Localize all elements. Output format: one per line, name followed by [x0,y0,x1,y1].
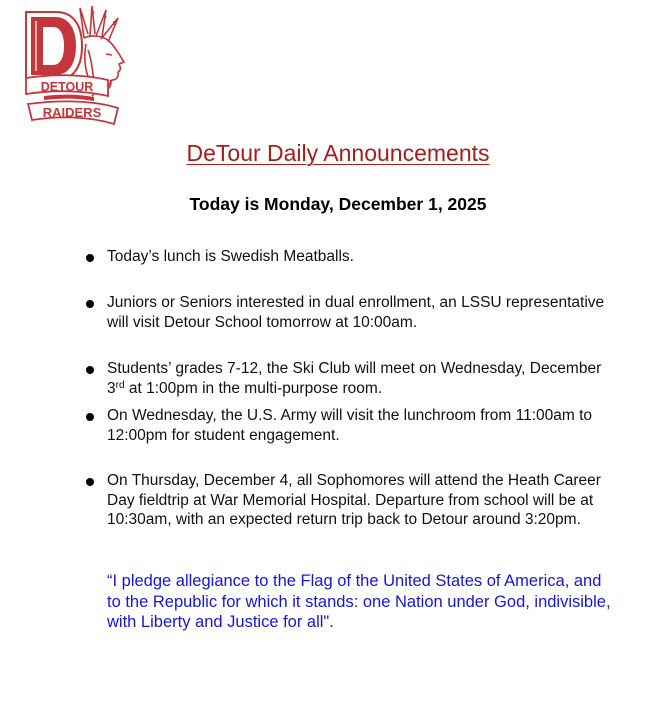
bullet-icon [86,366,94,374]
detour-raiders-logo [22,4,130,126]
banner-raiders [28,101,118,124]
pledge-of-allegiance: “I pledge allegiance to the Flag of the United States of America, and to the Republic for which it stands: one Nation under God, indivisible, with Liberty and Justice for all". [107,572,611,631]
bullet-icon [86,300,94,308]
logo-text-raiders: RAIDERS [42,105,102,120]
ordinal-superscript: rd [115,379,125,391]
logo-text-detour: DETOUR [40,80,94,94]
announcement-career-day [107,471,607,530]
banner-detour [26,75,108,96]
letter-d-mark [26,12,82,80]
announcement-lunch [107,247,607,267]
announcement-text: Today’s lunch is Swedish Meatballs. [107,248,354,265]
announcement-text: On Thursday, December 4, all Sophomores will attend the Heath Career Day fieldtrip at War Memorial Hospital. Departure from school will be at 10:30am, with an expected return trip back to Detour around 3:20pm. [107,472,601,528]
announcement-ski-club [107,359,607,398]
page-title: DeTour Daily Announcements [186,140,490,166]
announcement-text-after: at 1:00pm in the multi-purpose room. [124,379,383,397]
date-heading: Today is Monday, December 1, 2025 [189,194,487,214]
banner-middle-ribbon [44,95,94,101]
announcement-army-visit [107,406,607,445]
bullet-icon [86,413,94,421]
logo-graphic [22,4,130,126]
announcement-dual-enrollment [107,293,607,332]
announcement-text: Juniors or Seniors interested in dual enrollment, an LSSU representative will visit Detour School tomorrow at 10:00am. [107,294,605,331]
bullet-icon [86,478,94,486]
bullet-icon [86,254,94,262]
announcement-text: On Wednesday, the U.S. Army will visit the lunchroom from 11:00am to 12:00pm for student engagement. [107,407,593,444]
announcement-text-before: Students’ grades 7-12, the Ski Club will meet on Wednesday, December 3 [107,360,602,397]
